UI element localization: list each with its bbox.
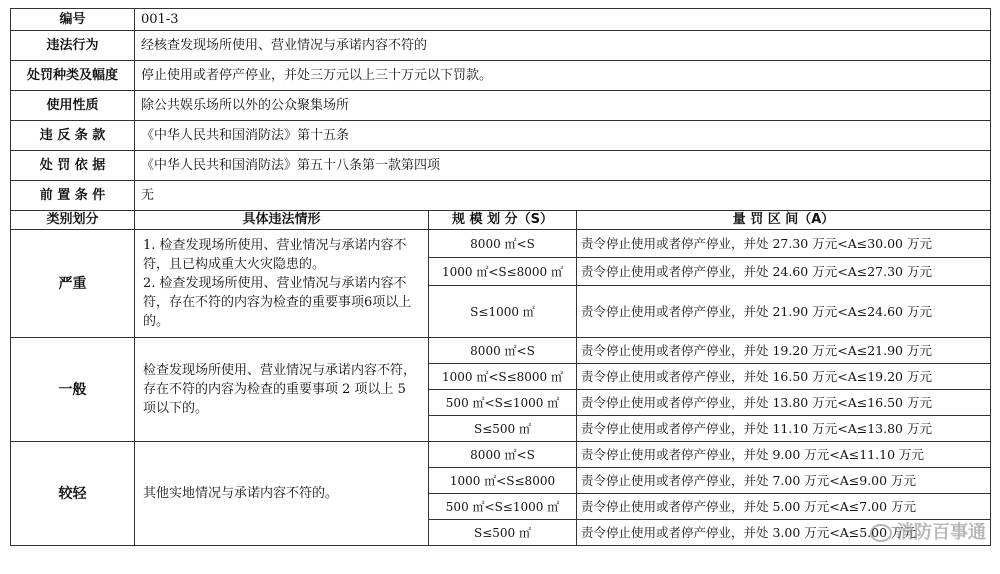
serious-situation-1: 1. 检查发现场所使用、营业情况与承诺内容不符，且已构成重大火灾隐患的。: [143, 238, 407, 272]
number-label: 编号: [11, 9, 135, 31]
scale-cell: 1000 ㎡<S≤8000: [429, 468, 577, 494]
header-situation: 具体违法情形: [135, 211, 429, 230]
scale-cell: 8000 ㎡<S: [429, 442, 577, 468]
scale-cell: S≤1000 ㎡: [429, 286, 577, 338]
penalty-cell: 责令停止使用或者停产停业，并处 24.60 万元<A≤27.30 万元: [577, 258, 991, 286]
precondition-value: 无: [135, 181, 991, 211]
penalty-cell: 责令停止使用或者停产停业，并处 5.00 万元<A≤7.00 万元: [577, 494, 991, 520]
row-basis: [11, 151, 991, 181]
category-light: 较轻: [11, 442, 135, 546]
category-serious: 严重: [11, 230, 135, 338]
penalty-type-value: 停止使用或者停产停业，并处三万元以上三十万元以下罚款。: [135, 61, 991, 91]
chat-bubble-icon: [870, 524, 892, 542]
header-row: [11, 211, 991, 230]
precondition-label: 前 置 条 件: [11, 181, 135, 211]
basis-value: 《中华人民共和国消防法》第五十八条第一款第四项: [135, 151, 991, 181]
clause-label: 违 反 条 款: [11, 121, 135, 151]
penalty-cell: 责令停止使用或者停产停业，并处 21.90 万元<A≤24.60 万元: [577, 286, 991, 338]
penalty-cell: 责令停止使用或者停产停业，并处 3.00 万元<A≤5.00 万元: [577, 520, 991, 546]
light-row-1: [11, 442, 991, 468]
header-category: 类别划分: [11, 211, 135, 230]
row-violation: [11, 31, 991, 61]
row-penalty-type: [11, 61, 991, 91]
serious-situation: [135, 230, 429, 338]
scale-cell: 1000 ㎡<S≤8000 ㎡: [429, 258, 577, 286]
penalty-cell: 责令停止使用或者停产停业，并处 27.30 万元<A≤30.00 万元: [577, 230, 991, 258]
watermark-text: 消防百事通: [896, 522, 986, 543]
penalty-cell: 责令停止使用或者停产停业，并处 13.80 万元<A≤16.50 万元: [577, 390, 991, 416]
row-precondition: [11, 181, 991, 211]
serious-situation-2: 2. 检查发现场所使用、营业情况与承诺内容不符，存在不符的内容为检查的重要事项6项以上的。: [143, 276, 412, 329]
row-clause: [11, 121, 991, 151]
penalty-type-label: 处罚种类及幅度: [11, 61, 135, 91]
scale-cell: 8000 ㎡<S: [429, 338, 577, 364]
number-value: 001-3: [135, 9, 991, 31]
header-range: 量 罚 区 间（A）: [577, 211, 991, 230]
scale-cell: 500 ㎡<S≤1000 ㎡: [429, 494, 577, 520]
general-row-1: [11, 338, 991, 364]
clause-value: 《中华人民共和国消防法》第十五条: [135, 121, 991, 151]
light-situation: 其他实地情况与承诺内容不符的。: [135, 442, 429, 546]
watermark: [870, 518, 986, 544]
scale-cell: 1000 ㎡<S≤8000 ㎡: [429, 364, 577, 390]
penalty-cell: 责令停止使用或者停产停业，并处 19.20 万元<A≤21.90 万元: [577, 338, 991, 364]
violation-value: 经核查发现场所使用、营业情况与承诺内容不符的: [135, 31, 991, 61]
scale-cell: 500 ㎡<S≤1000 ㎡: [429, 390, 577, 416]
category-general: 一般: [11, 338, 135, 442]
general-situation: 检查发现场所使用、营业情况与承诺内容不符，存在不符的内容为检查的重要事项 2 项以上 5 项以下的。: [135, 338, 429, 442]
serious-row-1: [11, 230, 991, 258]
usage-label: 使用性质: [11, 91, 135, 121]
scale-cell: 8000 ㎡<S: [429, 230, 577, 258]
row-number: [11, 9, 991, 31]
scale-cell: S≤500 ㎡: [429, 416, 577, 442]
penalty-cell: 责令停止使用或者停产停业，并处 11.10 万元<A≤13.80 万元: [577, 416, 991, 442]
violation-label: 违法行为: [11, 31, 135, 61]
scale-cell: S≤500 ㎡: [429, 520, 577, 546]
penalty-cell: 责令停止使用或者停产停业，并处 7.00 万元<A≤9.00 万元: [577, 468, 991, 494]
header-scale: 规 模 划 分（S）: [429, 211, 577, 230]
row-usage: [11, 91, 991, 121]
penalty-cell: 责令停止使用或者停产停业，并处 9.00 万元<A≤11.10 万元: [577, 442, 991, 468]
penalty-standard-table: [10, 8, 991, 546]
basis-label: 处 罚 依 据: [11, 151, 135, 181]
usage-value: 除公共娱乐场所以外的公众聚集场所: [135, 91, 991, 121]
penalty-cell: 责令停止使用或者停产停业，并处 16.50 万元<A≤19.20 万元: [577, 364, 991, 390]
penalty-standard-table-sheet: [10, 8, 990, 568]
